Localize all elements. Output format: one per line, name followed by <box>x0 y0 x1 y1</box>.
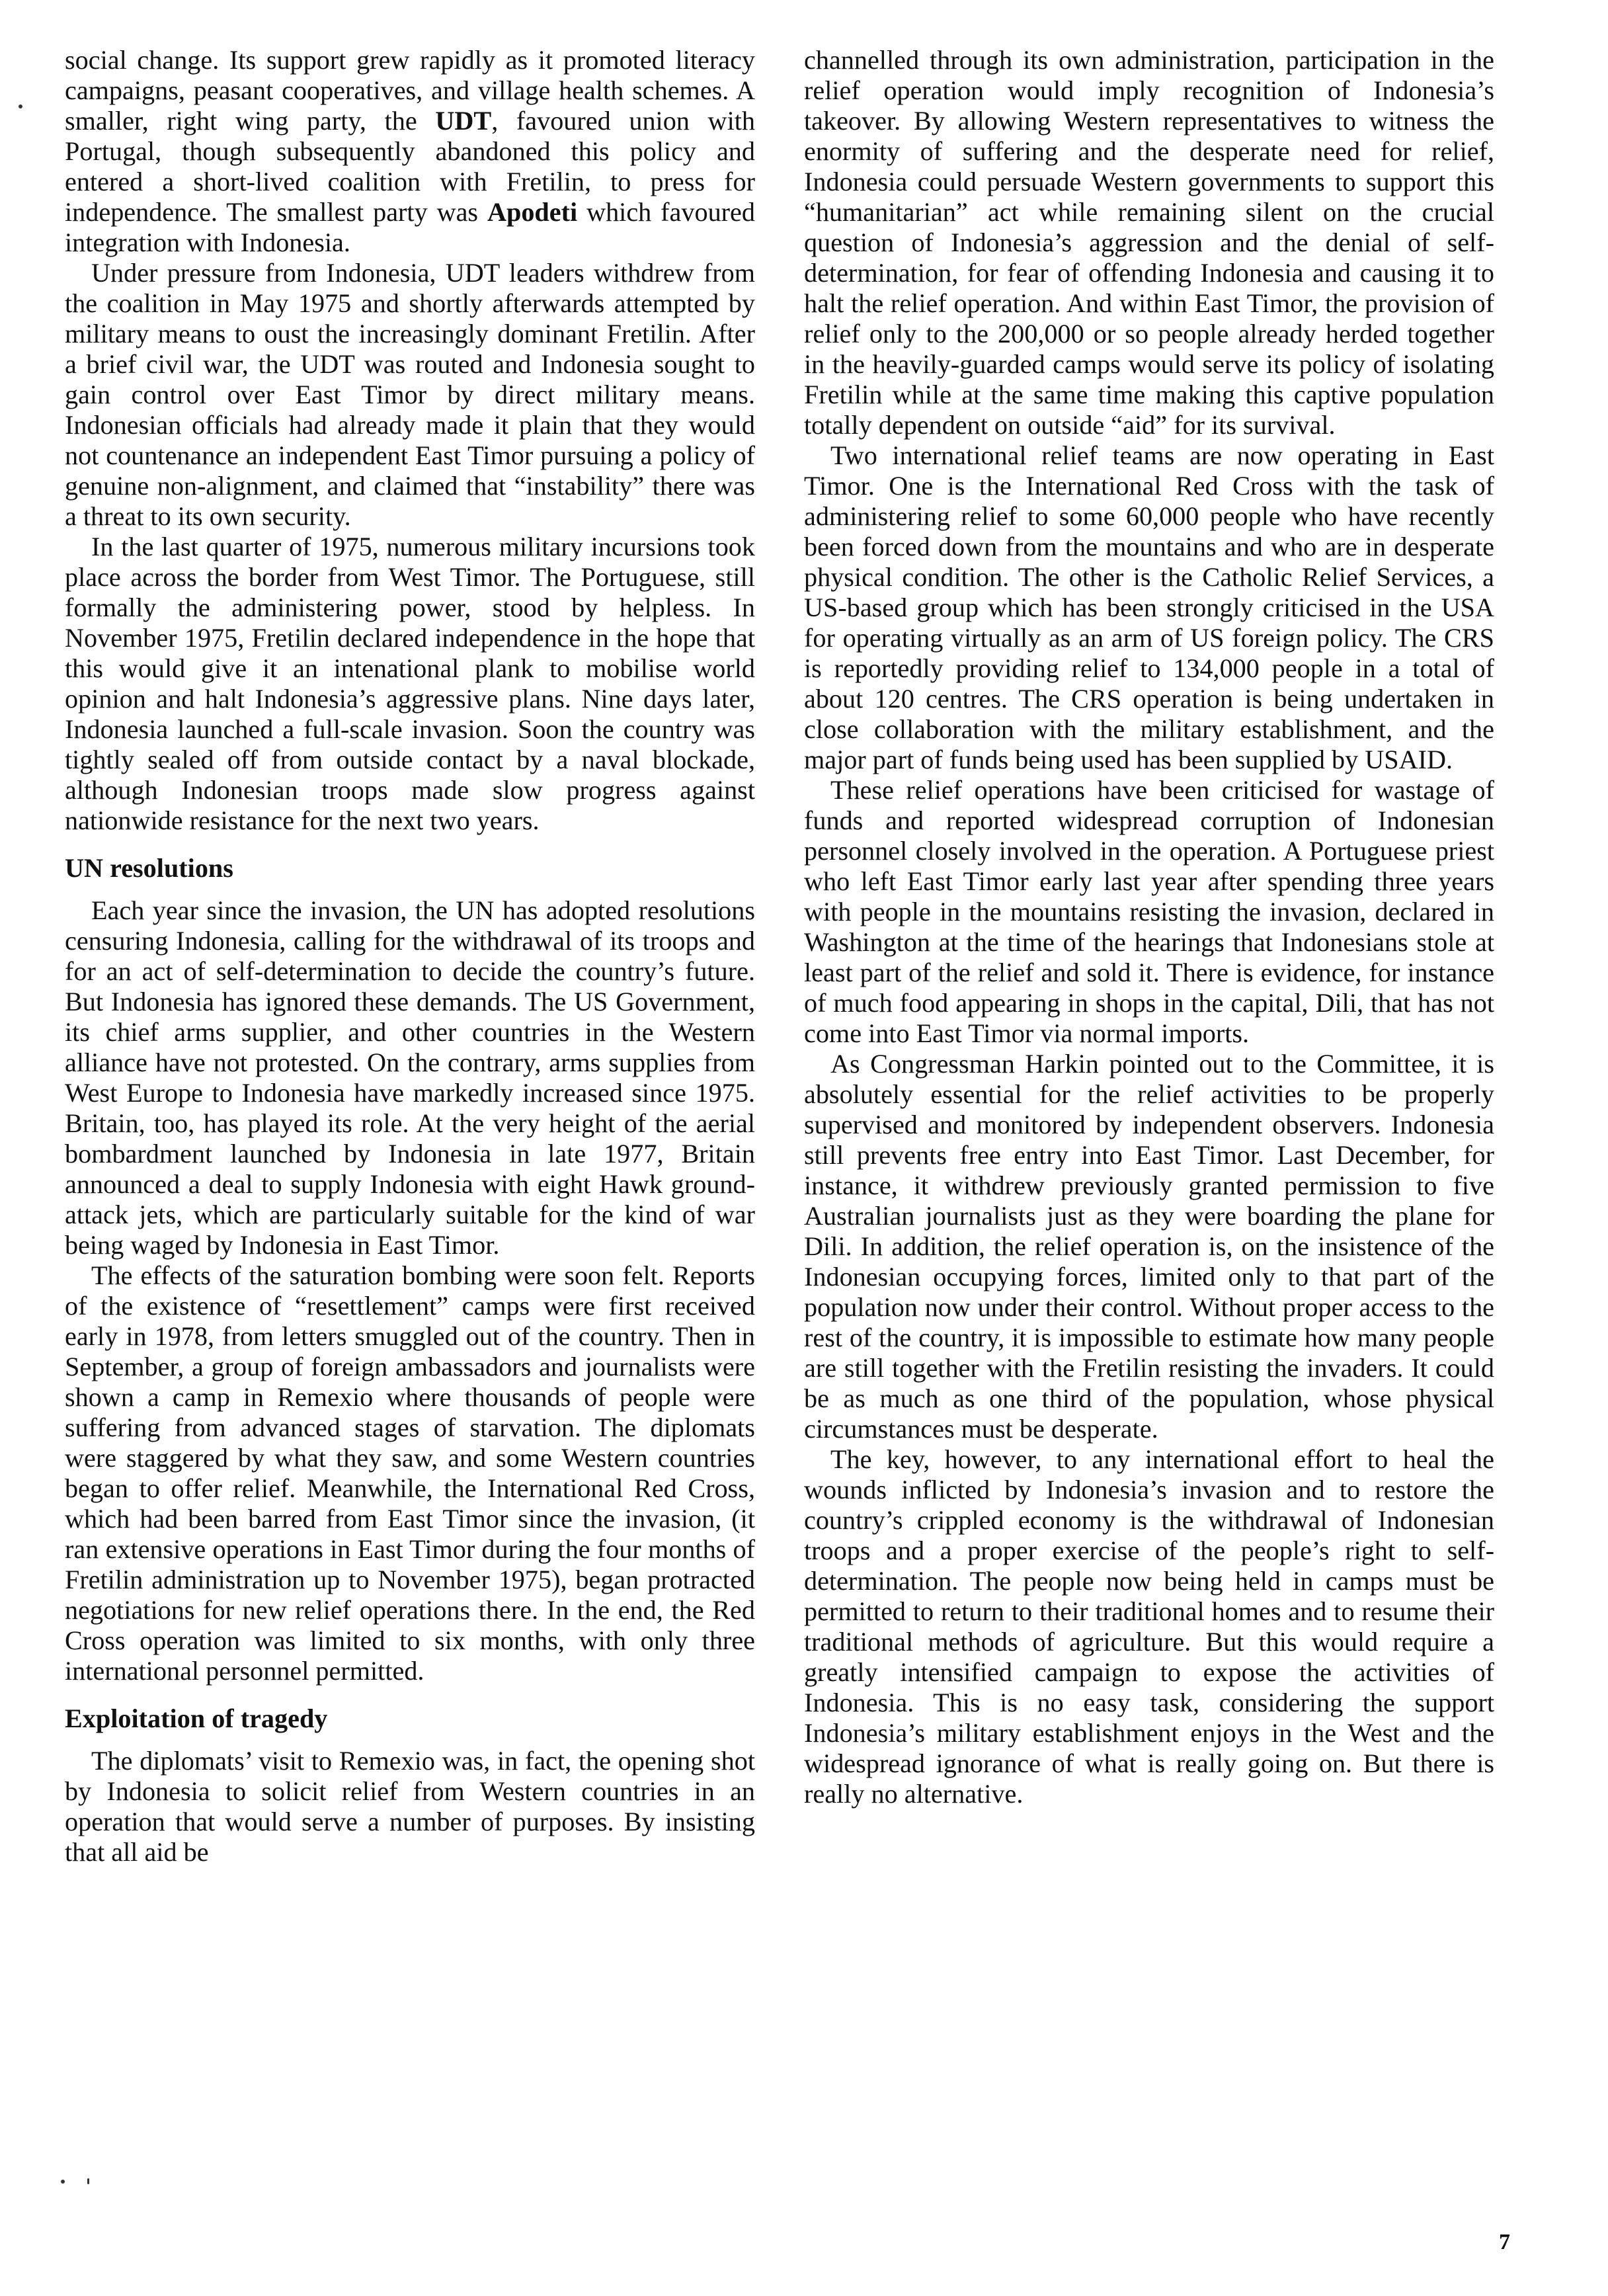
party-name-apodeti: Apodeti <box>487 197 578 227</box>
paragraph-invasion: In the last quarter of 1975, numerous military incursions took place across the border from West Timor. The Portuguese, still formally the administering power, stood by helpless. In November 1975, Fretilin declared independence in the hope that this would give it an intenational plank to mobilise world opinion and halt Indonesia’s aggressive plans. Nine days later, Indonesia launched a full-scale invasion. Soon the country was tightly sealed off from outside contact by a naval blockade, although Indonesian troops made slow progress against nationwide resistance for the next two years. <box>65 532 755 835</box>
paragraph-un-resolutions: Each year since the invasion, the UN has adopted resolutions censuring Indonesia, calling for the withdrawal of its troops and for an act of self-determination to decide the country’s future. But Indonesia has ignored these demands. The US Government, its chief arms supplier, and other countries in the Western alliance have not protested. On the contrary, arms supplies from West Europe to Indonesia have markedly increased since 1975. Britain, too, has played its role. At the very height of the aerial bombardment launched by Indonesia in late 1977, Britain announced a deal to supply Indonesia with eight Hawk ground-attack jets, which are particularly suitable for the kind of war being waged by Indonesia in East Timor. <box>65 895 755 1260</box>
right-column <box>804 45 1494 1809</box>
paragraph-text: , favoured union with Portugal, though subsequently abandoned this policy and entered a short-lived coalition with Fretilin, to press for independence. The smallest party was <box>65 106 755 227</box>
party-name-udt: UDT <box>435 106 492 136</box>
left-column <box>65 45 755 1867</box>
paragraph-text: which favoured integration with Indonesia. <box>65 197 755 257</box>
paragraph-criticism: These relief operations have been criticised for wastage of funds and reported widespread corruption of Indonesian personnel closely involved in the operation. A Portuguese priest who left East Timor early last year after spending three years with people in the mountains resisting the invasion, declared in Washington at the time of the hearings that Indonesians stole at least part of the relief and sold it. There is evidence, for instance of much food appearing in shops in the capital, Dili, that has not come into East Timor via normal imports. <box>804 775 1494 1048</box>
paragraph-saturation-bombing: The effects of the saturation bombing were soon felt. Reports of the existence of “resettlement” camps were first received early in 1978, from letters smuggled out of the country. Then in September, a group of foreign ambassadors and journalists were shown a camp in Remexio where thousands of people were suffering from advanced stages of starvation. The diplomats were staggered by what they saw, and some Western countries began to offer relief. Meanwhile, the International Red Cross, which had been barred from East Timor since the invasion, (it ran extensive operations in East Timor during the four months of Fretilin administration up to November 1975), began protracted negotiations for new relief operations there. In the end, the Red Cross operation was limited to six months, with only three international personnel permitted. <box>65 1260 755 1686</box>
paragraph-conclusion: The key, however, to any international effort to heal the wounds inflicted by Indonesia’s invasion and to restore the country’s crippled economy is the withdrawal of Indonesian troops and a proper exercise of the people’s right to self-determination. The people now being held in camps must be permitted to return to their traditional homes and to resume their traditional methods of agriculture. But this would require a greatly intensified campaign to expose the activities of Indonesia. This is no easy task, considering the support Indonesia’s military establishment enjoys in the West and the widespread ignorance of what is really going on. But there is really no alternative. <box>804 1444 1494 1809</box>
scan-speck <box>61 2180 65 2184</box>
paragraph-parties <box>65 45 755 258</box>
paragraph-udt-pressure: Under pressure from Indonesia, UDT leaders withdrew from the coalition in May 1975 and shortly afterwards attempted by military means to oust the increasingly dominant Fretilin. After a brief civil war, the UDT was routed and Indonesia sought to gain control over East Timor by direct military means. Indonesian officials had already made it plain that they would not countenance an independent East Timor pursuing a policy of genuine non-alignment, and claimed that “instability” there was a threat to its own security. <box>65 258 755 531</box>
paragraph-relief-teams: Two international relief teams are now operating in East Timor. One is the International Red Cross with the task of administering relief to some 60,000 people who have recently been forced down from the mountains and who are in desperate physical condition. The other is the Catholic Relief Services, a US-based group which has been strongly criticised in the USA for operating virtually as an arm of US foreign policy. The CRS is reportedly providing relief to 134,000 people in a total of about 120 centres. The CRS operation is being undertaken in close collaboration with the military establishment, and the major part of funds being used has been supplied by USAID. <box>804 440 1494 774</box>
paragraph-harkin: As Congressman Harkin pointed out to the Committee, it is absolutely essential for the relief activities to be properly supervised and monitored by independent observers. Indonesia still prevents free entry into East Timor. Last December, for instance, it withdrew previously granted permission to five Australian journalists just as they were boarding the plane for Dili. In addition, the relief operation is, on the insistence of the Indonesian occupying forces, limited only to that part of the population now under their control. Without proper access to the rest of the country, it is impossible to estimate how many people are still together with the Fretilin resisting the invaders. It could be as much as one third of the population, whose physical circumstances must be desperate. <box>804 1049 1494 1444</box>
scan-speck <box>87 2178 89 2184</box>
page-number: 7 <box>1499 2230 1510 2254</box>
section-heading-un-resolutions: UN resolutions <box>65 853 233 883</box>
paragraph-diplomats-visit: The diplomats’ visit to Remexio was, in fact, the opening shot by Indonesia to solicit relief from Western countries in an operation that would serve a number of purposes. By insisting that all aid be <box>65 1746 755 1867</box>
section-heading-exploitation: Exploitation of tragedy <box>65 1703 328 1733</box>
paragraph-text: social change. Its support grew rapidly as it promoted literacy campaigns, peasant cooperatives, and village health schemes. A smaller, right wing party, the <box>65 45 755 136</box>
paragraph-channelled-aid: channelled through its own administration, participation in the relief operation would imply recognition of Indonesia’s takeover. By allowing Western representatives to witness the enormity of suffering and the desperate need for relief, Indonesia could persuade Western governments to support this “humanitarian” act while remaining silent on the crucial question of Indonesia’s aggression and the denial of self-determination, for fear of offending Indonesia and causing it to halt the relief operation. And within East Timor, the provision of relief only to the 200,000 or so people already herded together in the heavily-guarded camps would serve its policy of isolating Fretilin while at the same time making this captive population totally dependent on outside “aid” for its survival. <box>804 45 1494 440</box>
scan-speck <box>19 104 22 108</box>
